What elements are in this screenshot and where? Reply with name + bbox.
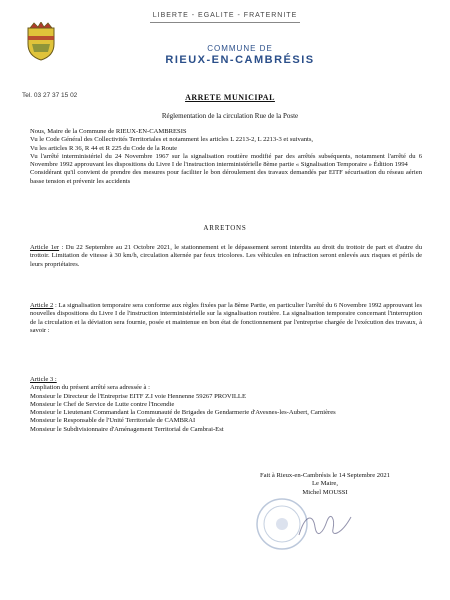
article-1-label: Article 1er <box>30 244 60 251</box>
article-1 <box>30 244 422 269</box>
page-title: ARRETE MUNICIPAL <box>185 93 275 102</box>
recipient: Monsieur le Directeur de l'Entreprise EITF Z.I voie Hennenne 59267 PROVILLE <box>30 392 246 400</box>
handwritten-signature-icon <box>295 505 355 545</box>
arretons-heading: ARRETONS <box>203 224 247 232</box>
preamble-line: Nous, Maire de la Commune de RIEUX-EN-CAMBRESIS <box>30 128 187 135</box>
preamble <box>30 128 422 186</box>
recipient: Monsieur le Subdivisionnaire d'Aménagement Territorial de Cambrai-Est <box>30 425 224 433</box>
article-2 <box>30 302 422 335</box>
coat-of-arms-icon <box>26 22 56 62</box>
article-2-label: Article 2 <box>30 302 54 309</box>
preamble-line: Vu l'arrêté interministériel du 24 Novembre 1967 sur la signalisation routière modifié par des arrêtés subséquents, notamment l'arrêté du 6 Novembre 1992 approuvant les dispositions du Livre I de l'instruction interministérielle 8ème partie « Signalisation Temporaire » Édition 1994 <box>30 152 422 169</box>
motto: LIBERTE - EGALITE - FRATERNITE <box>152 12 298 19</box>
recipient: Monsieur le Responsable de l'Unité Territoriale de CAMBRAI <box>30 417 196 425</box>
recipient: Monsieur le Lieutenant Commandant la Communauté de Brigades de Gendarmerie d'Avesnes-les-Aubert, Carnières <box>30 409 336 417</box>
phone-number: Tel. 03 27 37 15 02 <box>22 92 78 99</box>
preamble-line: Vu le Code Général des Collectivités Territoriales et notamment les articles L 2213-2, L 2213-3 et suivants, <box>30 136 314 144</box>
signature-name: Michel MOUSSI <box>302 488 348 496</box>
preamble-line: Vu les articles R 36, R 44 et R 225 du Code de la Route <box>30 144 178 152</box>
recipient: Monsieur le Chef de Service de Lutte contre l'Incendie <box>30 400 175 408</box>
page-subtitle: Réglementation de la circulation Rue de la Poste <box>161 112 299 120</box>
article-3-intro: Ampliation du présent arrêté sera adressée à : <box>30 384 150 392</box>
commune-label: COMMUNE DE <box>207 44 273 53</box>
signature-place-date: Fait à Rieux-en-Cambrésis le 14 Septembre 2021 <box>259 472 390 479</box>
signature-role: Le Maire, <box>312 480 338 488</box>
article-2-text: : La signalisation temporaire sera conforme aux règles fixées par la 8ème Partie, en particulier l'arrêté du 6 Novembre 1992 approuvant les nouvelles dispositions du Livre I de l'instruction interministérielle sur la signalisation routière. La signalisation temporaire concernant l'interruption de la circulation et la déviation sera fournie, posée et maintenue en bon état de fonctionnement par l'entreprise chargée de l'exécution des travaux, à savoir : <box>30 302 422 334</box>
commune-name: RIEUX-EN-CAMBRÉSIS <box>165 54 315 66</box>
article-3 <box>30 376 422 434</box>
preamble-line: Considérant qu'il convient de prendre des mesures pour faciliter le bon déroulement des travaux demandés par EITF sécurisation du réseau aérien basse tension et prévenir les accidents <box>30 169 422 185</box>
article-3-label: Article 3 : <box>30 376 57 383</box>
signature-block <box>230 472 420 497</box>
article-1-text: : Du 22 Septembre au 21 Octobre 2021, le stationnement et le dépassement seront interdits au droit du trottoir de part et d'autre du trottoir. Limitation de vitesse à 30 km/h, circulation alternée par feux tricolores. Les véhicules en infraction seront enlevés aux risques et périls de leurs propriétaires. <box>30 244 422 268</box>
divider <box>150 22 300 23</box>
